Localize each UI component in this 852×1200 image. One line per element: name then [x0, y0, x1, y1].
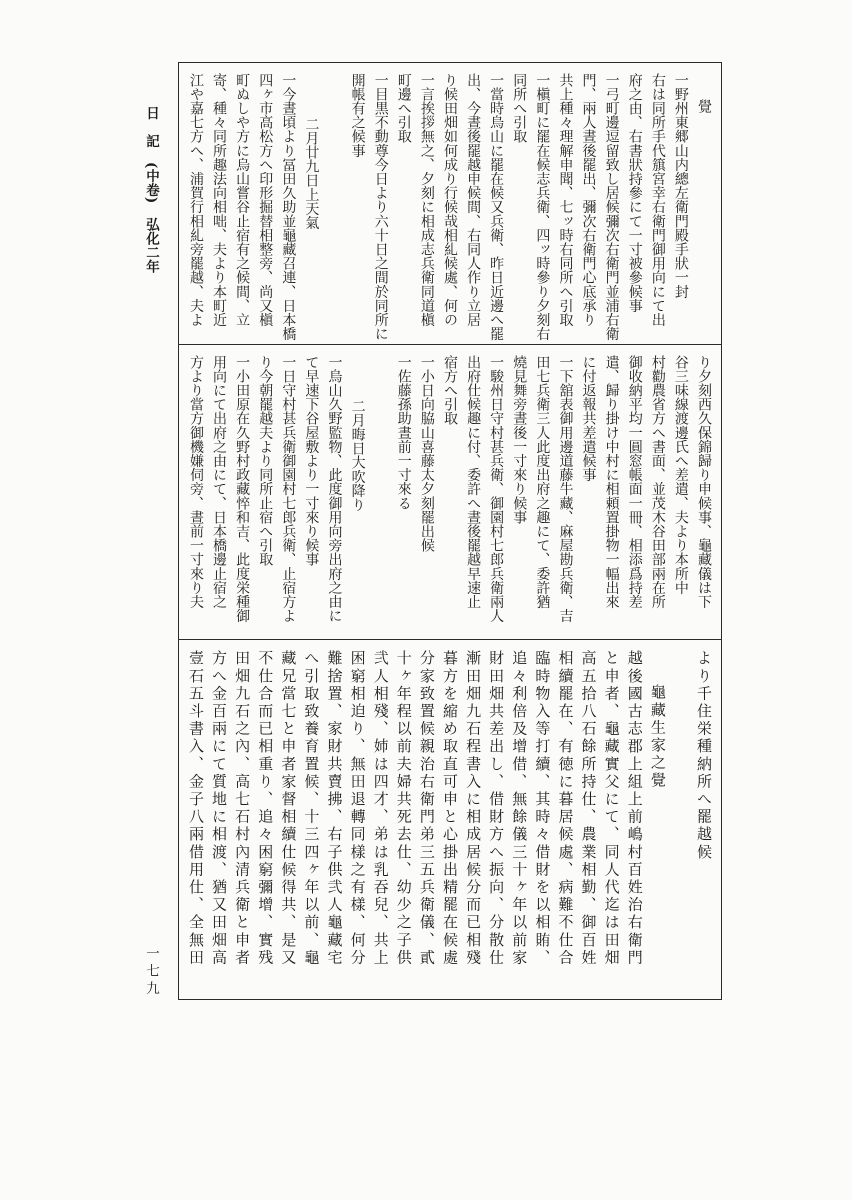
text-column: 府之由、右書狀持參にて一寸被參候事: [626, 73, 643, 313]
text-column: 遣、歸り掛け中村に相頼置掛物一幅出來: [603, 354, 620, 609]
text-column: 門、兩人晝後罷出、彌次右衛門心底承り: [580, 73, 597, 327]
text-column: 出府仕候趣に付、委許へ晝後罷越早速止: [465, 354, 482, 609]
date-heading: 二月晦日大吹降り: [349, 398, 366, 512]
text-column: 宿方へ引取: [441, 354, 458, 425]
text-column: 一小日向脇山喜藤太夕刻罷出候: [418, 354, 435, 552]
section-heading: 龜藏生家之覺: [648, 683, 667, 790]
text-column: 田七兵衛三人此度出府之趣にて、委許猶: [534, 354, 551, 609]
text-column: 開帳有之候事: [349, 73, 366, 158]
text-column: 困窮相迫り、無田退轉同樣之有樣、何分: [348, 649, 367, 967]
text-column: 江や嘉七方へ、浦賀行相糺旁罷越、夫よ: [187, 73, 204, 327]
text-column: り夕刻西久保錦歸り申候事、龜藏儀は下: [696, 354, 712, 609]
text-column: 財田畑共差出し、借財方へ振向、分散仕: [487, 649, 506, 967]
text-column: 同所へ引取: [511, 73, 528, 144]
text-column: 相續罷在、有徳に暮居候處、病難不仕合: [556, 649, 575, 967]
date-heading: 二月廿九日上天氣: [303, 117, 320, 230]
text-column: 谷三味線渡邊氏へ差遣、夫より本所中: [672, 354, 689, 595]
text-column: 燒見舞旁晝後一寸來り候事: [511, 354, 528, 524]
running-header: 日 記 (中卷) 弘化二年: [143, 106, 159, 274]
text-column: 十ヶ年程以前夫婦共死去仕、幼少之子供: [394, 649, 413, 967]
text-column: 用向にて出府之由にて、日本橋邊止宿之: [211, 354, 228, 609]
text-column: 藏兄當七と申者家督相續仕候得共、是又: [279, 649, 298, 967]
page-number: 一七九: [143, 946, 159, 999]
text-column: 一日守村甚兵衛御園村七郎兵衛、止宿方よ: [280, 354, 297, 623]
text-column: 町ぬしや方に烏山嘗谷止宿有之候間、立: [234, 73, 251, 327]
text-column: り候田畑如何成り行候哉相糺候處、何の: [441, 73, 458, 327]
text-column: 一烏山久野監物、此度御用向旁出府之由に: [326, 354, 343, 623]
text-column: 一槇町に罷在候志兵衛、四ッ時參り夕刻右: [534, 73, 551, 341]
upper-section: [179, 63, 721, 345]
text-column: 村勸農省方へ書面、並茂木谷田部兩在所: [649, 354, 666, 609]
text-column: 共上種々理解申聞、七ッ時右同所へ引取: [557, 73, 574, 327]
text-column: 暮方を縮め取直可申と心掛出精罷在候處: [440, 649, 459, 967]
text-column: 方より當方御機嫌伺旁、晝前一寸來り夫: [187, 354, 204, 609]
text-column: 壹石五斗書入、金子八兩借用仕、全無田: [186, 649, 205, 967]
lower-section: [179, 640, 721, 999]
text-column: 越後國古志郡上組上前嶋村百姓治右衛門: [625, 649, 644, 967]
text-column: 弐人相殘、姉は四才、弟は乳吞兒、共上: [371, 649, 390, 967]
text-column: に付返報共差遣候事: [580, 354, 597, 482]
text-column: 一弓町邊逗留致し居候彌次右衛門並浦右衛: [603, 73, 620, 341]
text-column: 一小田原在久野村政藏悴和吉、此度栄種御: [234, 354, 251, 623]
text-column: 漸田畑九石程書入に相成居候分而已相殘: [464, 649, 483, 967]
text-column: 一佐藤孫助晝前一寸來る: [395, 354, 412, 510]
text-column: 方へ金百兩にて質地に相渡、猶又田畑高: [210, 649, 229, 967]
text-column: より千住栄種納所へ罷越候: [695, 649, 713, 861]
text-column: 難捨置、家財共賣拂、右子供弐人龜藏宅: [325, 649, 344, 967]
text-column: 分家致置候親治右衛門弟三五兵衛儀、貳: [417, 649, 436, 967]
text-column: 一目黒不動尊今日より六十日之間於同所に: [372, 73, 389, 341]
text-column: 一駿州日守村甚兵衛、御園村七郎兵衛兩人: [488, 354, 505, 623]
text-column: と申者、龜藏實父にて、同人代迄は田畑: [602, 649, 621, 967]
text-column: 町邊へ引取: [395, 73, 412, 144]
text-column: 四ヶ市高松方へ印形掘替相整旁、尚又槇: [257, 73, 274, 327]
text-column: 御收納平均一圓窓帳面一冊、相添爲持差: [626, 354, 643, 609]
text-column: 田畑九石之內、高七石村內清兵衛と申者: [233, 649, 252, 967]
text-column: り今朝罷越夫より同所止宿へ引取: [257, 354, 274, 566]
text-column: 右は同所手代簱宮幸右衛門御用向にて出: [649, 73, 666, 327]
section-heading: 覺: [696, 99, 712, 114]
text-column: 寄、種々同所趣法向相咄、夫より本町近: [211, 73, 228, 327]
text-column: 出、今晝後罷越申候間、右同人作り立居: [465, 73, 482, 327]
text-column: 一言挨拶無之、夕刻に相成志兵衛同道槇: [418, 73, 435, 327]
text-column: 一野州東郷山内總左衛門殿手狀一封: [672, 73, 689, 299]
text-column: 高五拾八石餘所持仕、農業相勤、御百姓: [579, 649, 598, 967]
text-column: 臨時物入等打續、其時々借財を以相賄、: [533, 649, 552, 967]
text-frame: [178, 62, 722, 1000]
text-column: 不仕合而已相重り、追々困窮彌增、實残: [256, 649, 275, 967]
text-column: へ引取致養育置候、十三四ヶ年以前、龜: [302, 649, 321, 967]
text-column: て早速下谷屋敷より一寸來り候事: [303, 354, 320, 566]
text-column: 追々利倍及增借、無餘儀三十ヶ年以前家: [510, 649, 529, 967]
text-column: 一下舘表御用邊道藤牛藏、麻屋勘兵衛、吉: [557, 354, 574, 623]
text-column: 一今晝頃より冨田久助並龜藏召連、日本橋: [280, 73, 297, 341]
middle-section: [179, 345, 721, 640]
text-column: 一當時烏山に罷在候又兵衛、昨日近邊へ罷: [488, 73, 505, 341]
